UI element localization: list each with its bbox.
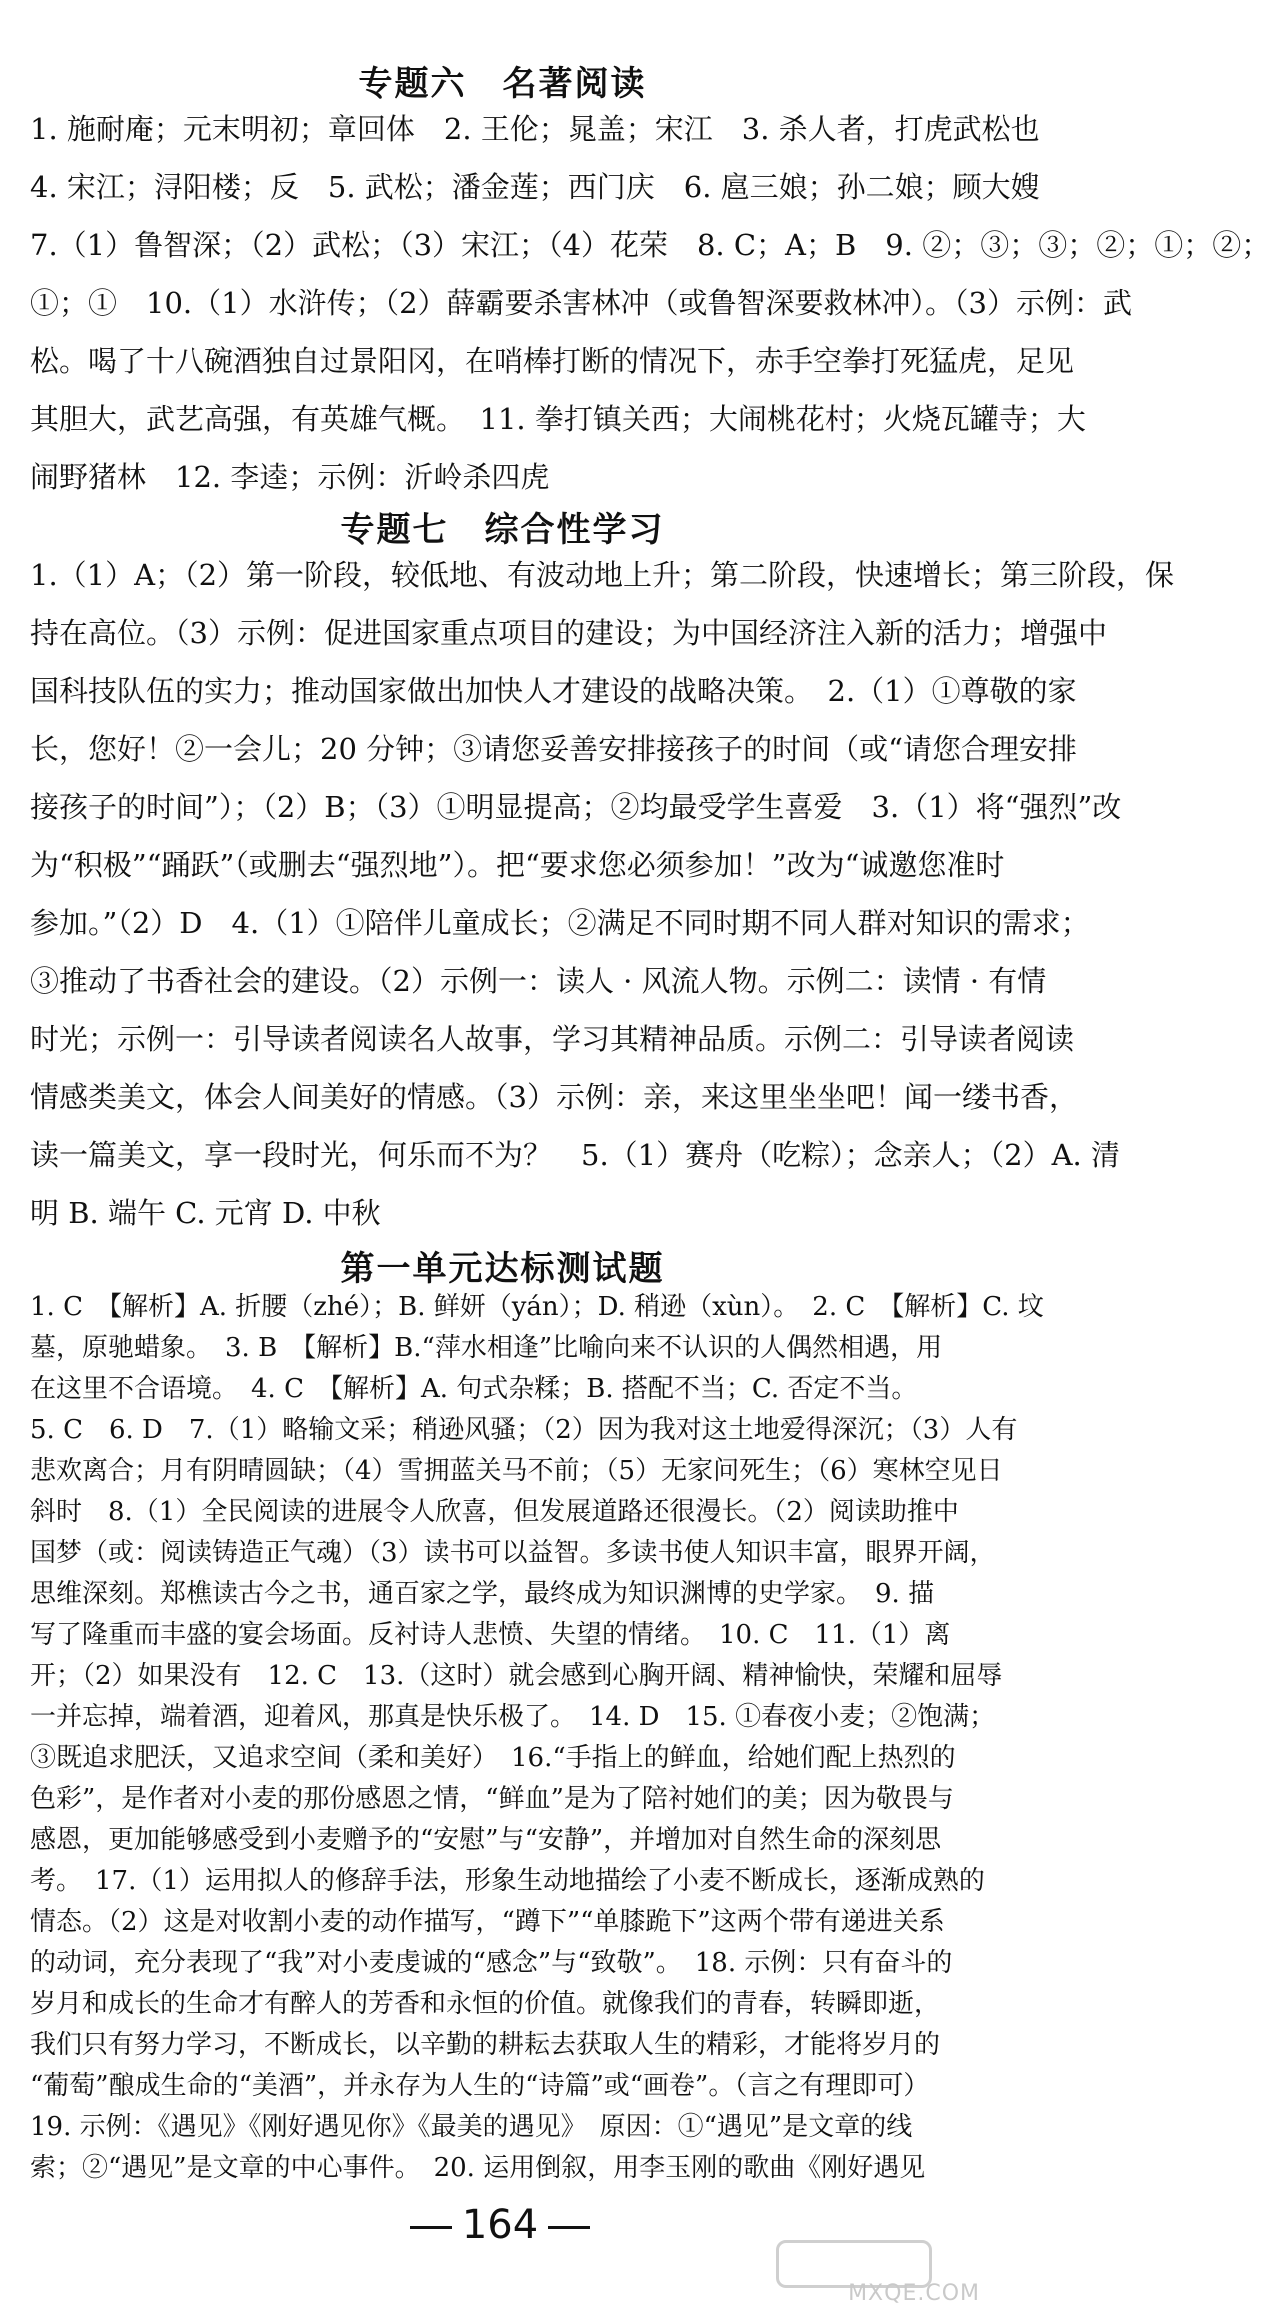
answer-line: ①；① 10.（1）水浒传；（2）薛霸要杀害林冲（或鲁智深要救林冲）。（3）示例：武 [30,286,1132,320]
page-number-dash-left [410,2226,452,2229]
watermark-logo [776,2240,986,2306]
answer-line: 时光；示例一：引导读者阅读名人故事，学习其精神品质。示例二：引导读者阅读 [30,1022,1075,1056]
answer-line: 7.（1）鲁智深；（2）武松；（3）宋江；（4）花荣 8. C；A；B 9. ②；③；③；②；①；②； [30,228,1270,262]
answer-line: 其胆大，武艺高强，有英雄气概。 11. 拳打镇关西；大闹桃花村；火烧瓦罐寺；大 [30,402,1086,436]
section-title-unit-one-test: 第一单元达标测试题 [340,1249,665,1289]
answer-line: 感恩，更加能够感受到小麦赠予的“安慰”与“安静”，并增加对自然生命的深刻思 [30,1825,942,1855]
answer-line: 考。 17.（1）运用拟人的修辞手法，形象生动地描绘了小麦不断成长，逐渐成熟的 [30,1866,985,1896]
section-body-famous-works [30,100,1270,506]
answer-line: 情态。（2）这是对收割小麦的动作描写，“蹲下”“单膝跪下”这两个带有递进关系 [30,1907,945,1937]
answer-line: 我们只有努力学习，不断成长，以辛勤的耕耘去获取人生的精彩，才能将岁月的 [30,2030,941,2060]
answer-line: 4. 宋江；浔阳楼；反 5. 武松；潘金莲；西门庆 6. 扈三娘；孙二娘；顾大嫂 [30,170,1040,204]
answer-line: 长，您好！②一会儿；20 分钟；③请您妥善安排接孩子的时间（或“请您合理安排 [30,732,1077,766]
answer-line: 松。喝了十八碗酒独自过景阳冈，在哨棒打断的情况下，赤手空拳打死猛虎，足见 [30,344,1075,378]
answer-line: 读一篇美文，享一段时光，何乐而不为？ 5.（1）赛舟（吃粽）；念亲人；（2）A. 清 [30,1138,1120,1172]
answer-line: 一并忘掉，端着酒，迎着风，那真是快乐极了。 14. D 15. ①春夜小麦；②饱满； [30,1702,996,1732]
answer-line: 的动词，充分表现了“我”对小麦虔诚的“感念”与“致敬”。 18. 示例：只有奋斗的 [30,1948,953,1978]
answer-line: 1. 施耐庵；元末明初；章回体 2. 王伦；晁盖；宋江 3. 杀人者，打虎武松也 [30,112,1040,146]
answer-line: 持在高位。（3）示例：促进国家重点项目的建设；为中国经济注入新的活力；增强中 [30,616,1107,650]
answer-line: 5. C 6. D 7.（1）略输文采；稍逊风骚；（2）因为我对这土地爱得深沉；（3）人有 [30,1415,1018,1445]
section-body-unit-one-test [30,1287,1044,2197]
answer-line: 色彩”，是作者对小麦的那份感恩之情，“鲜血”是为了陪衬她们的美；因为敬畏与 [30,1784,954,1814]
answer-line: 悲欢离合；月有阴晴圆缺；（4）雪拥蓝关马不前；（5）无家问死生；（6）寒林空见日 [30,1456,1003,1486]
answer-line: 参加。”（2）D 4.（1）①陪伴儿童成长；②满足不同时期不同人群对知识的需求； [30,906,1090,940]
page-number-dash-right [548,2226,590,2229]
answer-line: 思维深刻。郑樵读古今之书，通百家之学，最终成为知识渊博的史学家。 9. 描 [30,1579,935,1609]
answer-line: 1.（1）A；（2）第一阶段，较低地、有波动地上升；第二阶段，快速增长；第三阶段，保 [30,558,1175,592]
answer-line: ③推动了书香社会的建设。（2）示例一：读人 · 风流人物。示例二：读情 · 有情 [30,964,1047,998]
watermark-text: MXQE.COM [848,2281,980,2306]
answer-line: 接孩子的时间”）；（2）B；（3）①明显提高；②均最受学生喜爱 3.（1）将“强烈”改 [30,790,1122,824]
answer-line: 国科技队伍的实力；推动国家做出加快人才建设的战略决策。 2.（1）①尊敬的家 [30,674,1077,708]
answer-line: 岁月和成长的生命才有醉人的芳香和永恒的价值。就像我们的青春，转瞬即逝， [30,1989,941,2019]
section-title-comprehensive-learning: 专题七 综合性学习 [340,510,665,550]
answer-line: 为“积极”“踊跃”（或删去“强烈地”）。把“要求您必须参加！”改为“诚邀您准时 [30,848,1005,882]
answer-line: 斜时 8.（1）全民阅读的进展令人欣喜，但发展道路还很漫长。（2）阅读助推中 [30,1497,959,1527]
answer-line: 闹野猪林 12. 李逵；示例：沂岭杀四虎 [30,460,550,494]
answer-line: 写了隆重而丰盛的宴会场面。反衬诗人悲愤、失望的情绪。 10. C 11.（1）离 [30,1620,951,1650]
answer-line: 在这里不合语境。 4. C 【解析】A. 句式杂糅；B. 搭配不当；C. 否定不当。 [30,1374,918,1404]
answer-line: “葡萄”酿成生命的“美酒”，并永存为人生的“诗篇”或“画卷”。（言之有理即可） [30,2071,930,2101]
answer-line: 索；②“遇见”是文章的中心事件。 20. 运用倒叙，用李玉刚的歌曲《刚好遇见 [30,2153,926,2183]
answer-line: 墓，原驰蜡象。 3. B 【解析】B.“萍水相逢”比喻向来不认识的人偶然相遇，用 [30,1333,943,1363]
section-title-famous-works: 专题六 名著阅读 [358,64,647,104]
answer-line: 19. 示例：《遇见》《刚好遇见你》《最美的遇见》 原因：①“遇见”是文章的线 [30,2112,913,2142]
answer-line: 明 B. 端午 C. 元宵 D. 中秋 [30,1196,381,1230]
answer-line: 国梦（或：阅读铸造正气魂）（3）读书可以益智。多读书使人知识丰富，眼界开阔， [30,1538,996,1568]
answer-line: ③既追求肥沃，又追求空间（柔和美好） 16.“手指上的鲜血，给她们配上热烈的 [30,1743,956,1773]
page-number-text: 164 [461,2202,539,2248]
answer-line: 1. C 【解析】A. 折腰（zhé）；B. 鲜妍（yán）；D. 稍逊（xùn）。 2. C 【解析】C. 坟 [30,1292,1044,1322]
answer-line: 开；（2）如果没有 12. C 13.（这时）就会感到心胸开阔、精神愉快，荣耀和屈辱 [30,1661,1003,1691]
section-body-comprehensive-learning [30,546,1175,1242]
answer-line: 情感类美文，体会人间美好的情感。（3）示例：亲，来这里坐坐吧！闻一缕书香， [30,1080,1078,1114]
